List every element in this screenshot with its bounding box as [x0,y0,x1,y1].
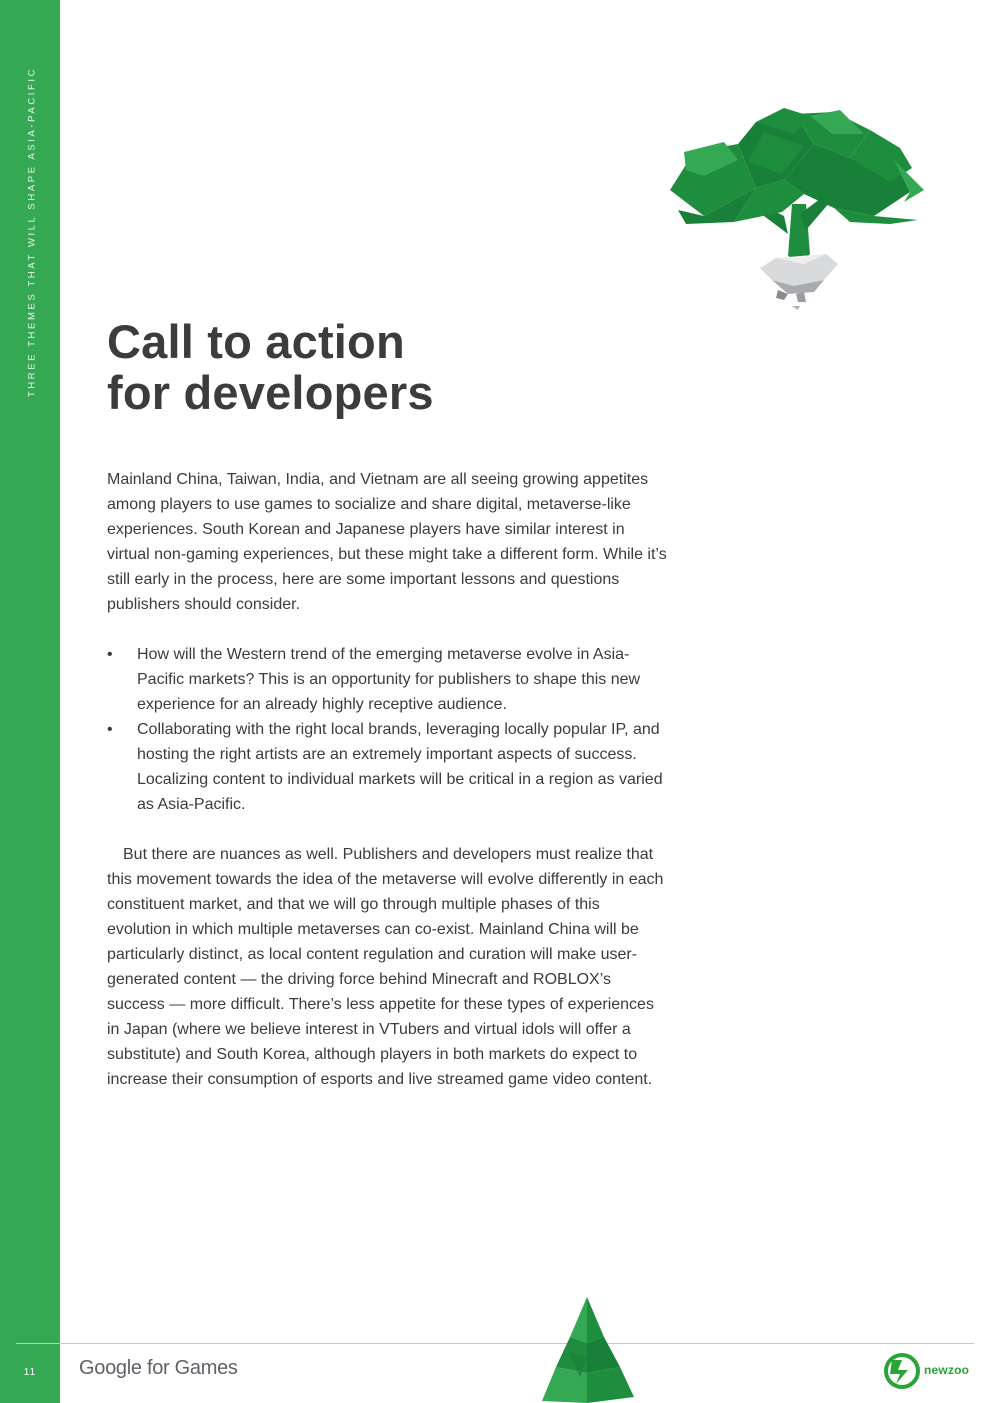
newzoo-logo-text: newzoo [924,1363,970,1377]
bullet-marker: • [107,721,113,738]
title-line-1: Call to action [107,315,405,368]
bullet-text: Collaborating with the right local brands, leveraging locally popular IP, and hosting the right artists are an extremely important aspects of success. Localizing content to individual markets will be critical in a region as varied as Asia-Pacific. [137,721,663,813]
google-for-games-logo [79,1357,238,1380]
footer-divider [16,1343,974,1344]
title-line-2: for developers [107,366,434,419]
bullet-text: How will the Western trend of the emerging metaverse evolve in Asia-Pacific markets? This is an opportunity for publishers to shape this new experience for an already highly receptive audience. [137,646,641,713]
list-item [107,717,667,817]
page-title [107,316,627,418]
closing-paragraph: But there are nuances as well. Publishers and developers must realize that this movement towards the idea of the metaverse will evolve differently in each constituent market, and that we will go through multiple phases of this evolution in which multiple metaverses can co-exist. Mainland China will be particularly distinct, as local content regulation and curation will make user-generated content — the driving force behind Minecraft and ROBLOX’s success — more difficult. There’s less appetite for these types of experiences in Japan (where we believe interest in VTubers and virtual idols will offer a substitute) and South Korea, although players in both markets do expect to increase their consumption of esports and live streamed game video content. [107,846,664,1088]
brand-google: Google [79,1357,142,1379]
brand-for-games: for Games [141,1357,238,1379]
vertical-section-title: THREE THEMES THAT WILL SHAPE ASIA-PACIFIC [26,66,38,398]
pine-tree-illustration [540,1297,634,1403]
page-number: 11 [23,1367,37,1378]
intro-paragraph: Mainland China, Taiwan, India, and Vietnam are all seeing growing appetites among players to use games to socialize and share digital, metaverse-like experiences. South Korean and Japanese players have similar interest in virtual non-gaming experiences, but these might take a different form. While it’s still early in the process, here are some important lessons and questions publishers should consider. [107,471,667,613]
bullet-list [107,642,667,817]
bullet-marker: • [107,646,113,663]
bonsai-tree-illustration [664,104,928,314]
sidebar-band [0,0,60,1403]
list-item [107,642,667,717]
